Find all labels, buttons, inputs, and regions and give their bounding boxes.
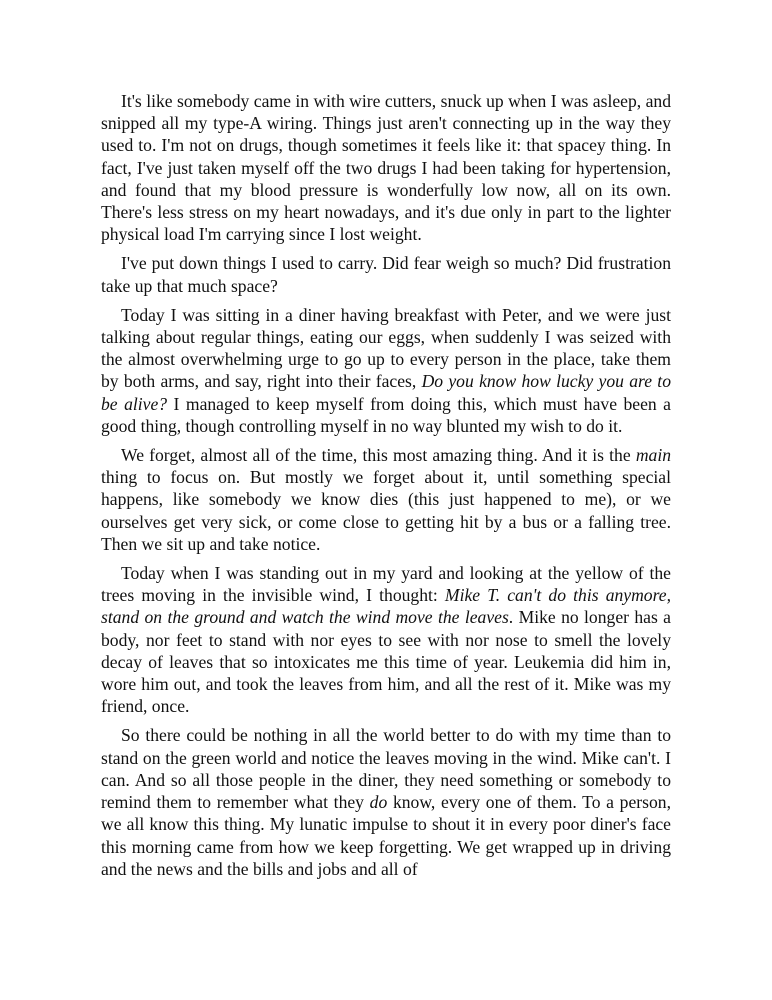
- paragraph-3-text-1: Today I was sitting in a diner having breakfast with Peter, and we were just talking about regular things, eating our eggs, when suddenly I was seized with the almost overwhelming urge to go up to every person in the place, take them by both arms, and say, right into their faces,: [101, 304, 671, 392]
- paragraph-5-italic-1: Mike T. can't do this anymore, stand on the ground and watch the wind move the leaves: [101, 585, 672, 628]
- paragraph-4-italic-1: main: [635, 445, 671, 466]
- paragraph-6-text-2: know, every one of them. To a person, we all know this thing. My lunatic impulse to shout it in every poor diner's face this morning came from how we keep forgetting. We get wrapped up in driving and the news and the bills and jobs and all of: [101, 792, 671, 879]
- paragraph-5: [101, 562, 671, 717]
- paragraph-5-text-1: Today when I was standing out in my yard and looking at the yellow of the trees moving in the invisible wind, I thought:: [101, 563, 671, 606]
- paragraph-2-text-1: I've put down things I used to carry. Did fear weigh so much? Did frustration take up that much space?: [101, 253, 671, 296]
- paragraph-4-text-2: thing to focus on. But mostly we forget about it, until something special happens, like somebody we know dies (this just happened to me), or we ourselves get very sick, or come close to getting hit by a bus or a falling tree. Then we sit up and take notice.: [101, 467, 671, 554]
- paragraph-6-italic-1: do: [369, 792, 388, 813]
- paragraph-6: [101, 724, 671, 879]
- paragraph-1: [101, 90, 671, 245]
- paragraph-3-text-2: I managed to keep myself from doing this, which must have been a good thing, though controlling myself in no way blunted my wish to do it.: [101, 393, 671, 436]
- paragraph-3-italic-1: Do you know how lucky you are to be alive?: [101, 371, 671, 414]
- paragraph-6-text-1: So there could be nothing in all the world better to do with my time than to stand on the green world and notice the leaves moving in the wind. Mike can't. I can. And so all those people in the diner, they need something or somebody to remind them to remember what they: [101, 725, 671, 813]
- paragraph-1-text-1: It's like somebody came in with wire cutters, snuck up when I was asleep, and snipped all my type-A wiring. Things just aren't connecting up in the way they used to. I'm not on drugs, though sometimes it feels like it: that spacey thing. In fact, I've just taken myself off the two drugs I had been taking for hypertension, and found that my blood pressure is wonderfully low now, all on its own. There's less stress on my heart nowadays, and it's due only in part to the lighter physical load I'm carrying since I lost weight.: [101, 91, 671, 245]
- paragraph-2: [101, 252, 671, 296]
- paragraph-3: [101, 304, 671, 437]
- paragraph-5-text-2: . Mike no longer has a body, nor feet to stand with nor eyes to see with nor nose to smell the lovely decay of leaves that so intoxicates me this time of year. Leukemia did him in, wore him out, and took the leaves from him, and all the rest of it. Mike was my friend, once.: [101, 607, 671, 717]
- paragraph-4: [101, 444, 671, 555]
- page-body: [101, 90, 671, 887]
- paragraph-4-text-1: We forget, almost all of the time, this most amazing thing. And it is the: [121, 445, 636, 466]
